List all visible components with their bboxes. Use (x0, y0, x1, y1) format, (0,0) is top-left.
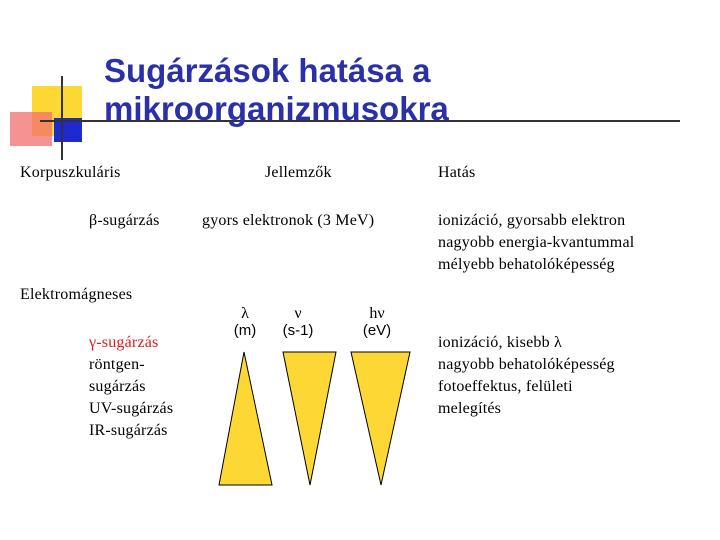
em-effect-line: nagyobb behatolóképesség (438, 356, 615, 373)
em-effects (438, 332, 615, 420)
beta-effect-line: ionizáció, gyorsabb elektron (438, 212, 626, 229)
nu-symbol: ν (294, 305, 302, 322)
frequency-decreasing-triangle (283, 352, 336, 485)
radiation-type-item: IR-sugárzás (89, 422, 168, 439)
title-line-2: mikroorganizmusokra (104, 90, 449, 127)
radiation-type-item: röntgen- (89, 356, 145, 373)
hnu-symbol: hν (369, 305, 385, 322)
lambda-increasing-triangle (219, 352, 272, 485)
gamma-radiation-label: γ-sugárzás (89, 334, 159, 351)
nu-unit: (s-1) (282, 322, 314, 339)
em-effect-line: melegítés (438, 400, 502, 417)
radiation-type-item: UV-sugárzás (89, 400, 174, 417)
lambda-unit: (m) (233, 322, 257, 339)
hnu-unit: (eV) (362, 322, 392, 339)
beta-effect-line: nagyobb energia-kvantummal (438, 234, 635, 251)
title-line-1: Sugárzások hatása a (104, 52, 431, 89)
em-effect-line: ionizáció, kisebb λ (438, 334, 562, 351)
energy-decreasing-triangle (351, 352, 410, 485)
lambda-symbol: λ (241, 305, 249, 322)
beta-effect-line: mélyebb behatolóképesség (438, 256, 615, 273)
header-hatas: Hatás (438, 164, 476, 181)
header-elektromagneses: Elektromágneses (20, 286, 133, 303)
header-jellemzok: Jellemzők (265, 164, 332, 181)
beta-radiation-label: β-sugárzás (89, 212, 160, 229)
radiation-type-item: sugárzás (89, 378, 146, 395)
header-korpuszkularis: Korpuszkuláris (20, 164, 121, 181)
em-effect-line: fotoeffektus, felületi (438, 378, 573, 395)
beta-characteristic: gyors elektronok (3 MeV) (202, 212, 375, 229)
em-radiation-types (89, 332, 173, 442)
